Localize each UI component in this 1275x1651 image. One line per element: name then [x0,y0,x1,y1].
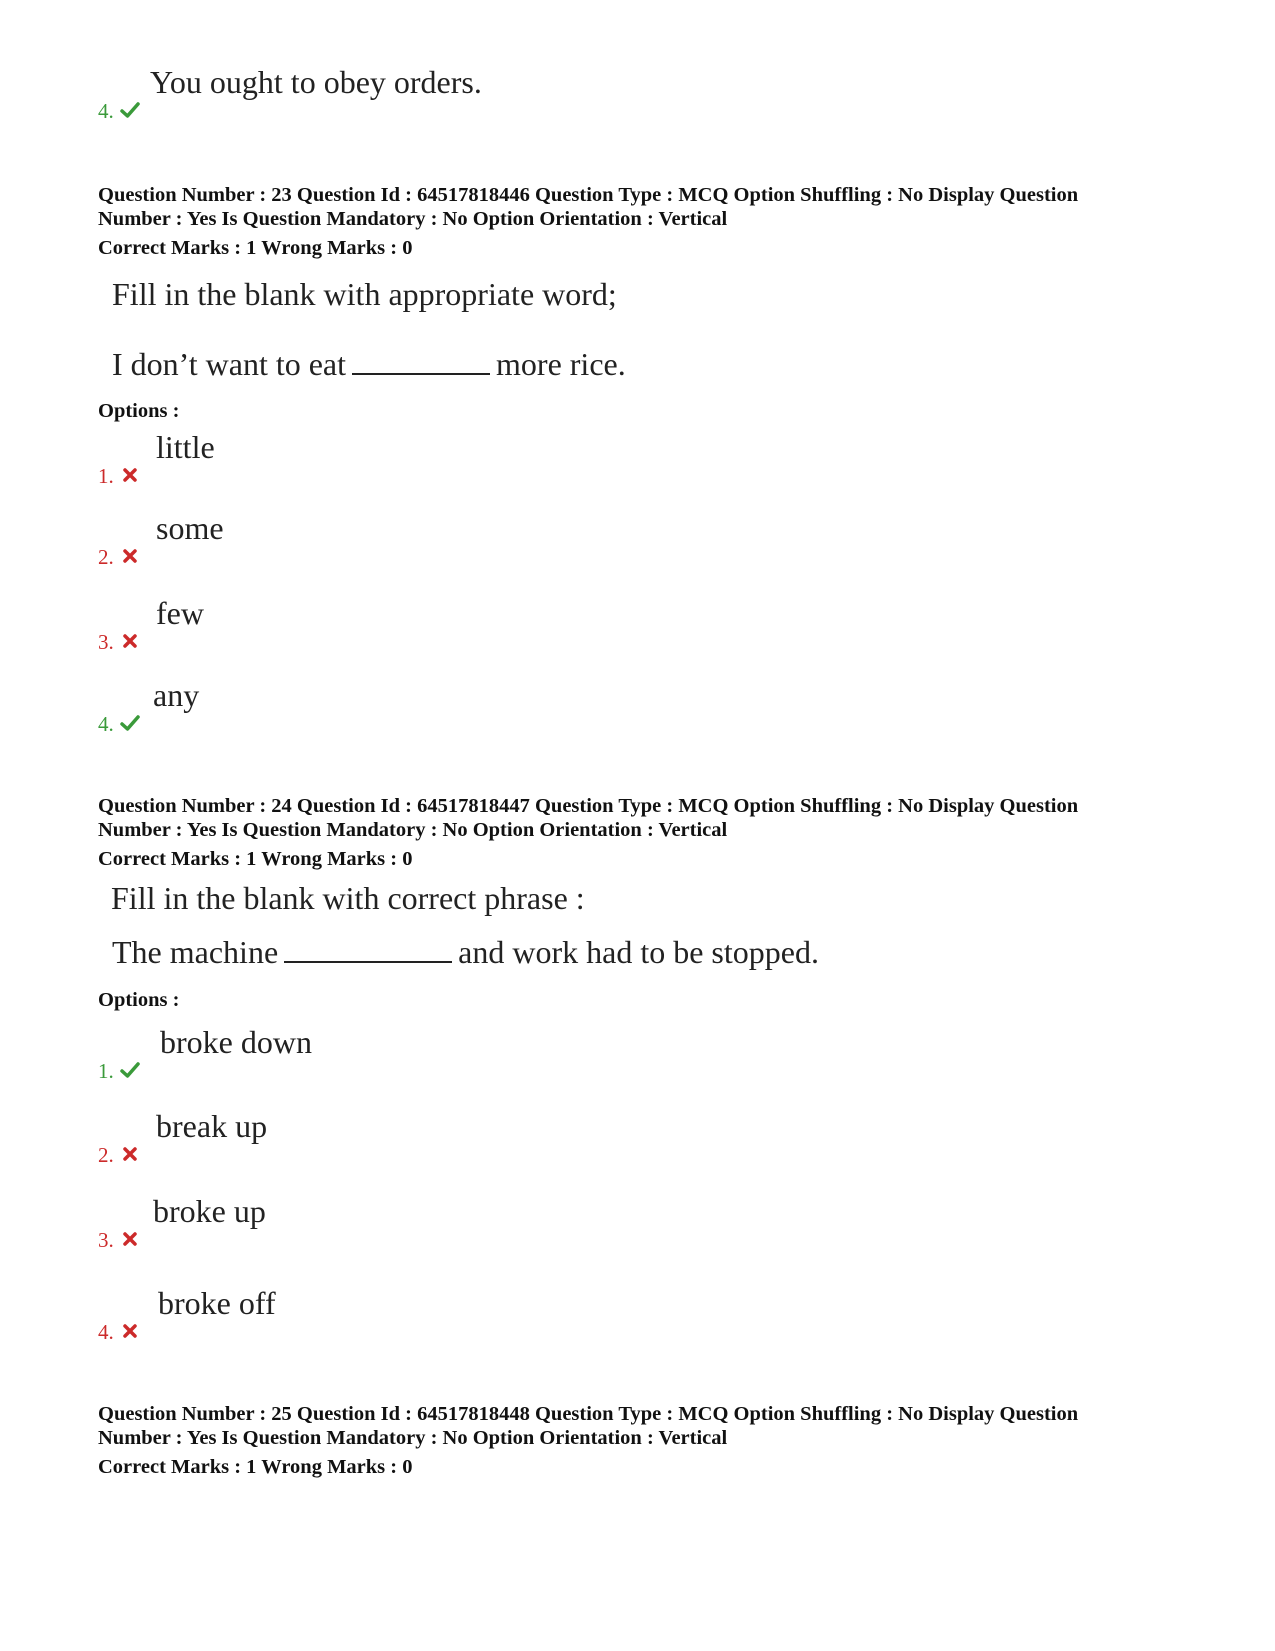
sentence-before: I don’t want to eat [112,346,347,382]
question-23-option-1 [98,427,798,487]
question-24-option-4 [98,1283,798,1343]
question-24-options-label: Options : [98,989,180,1011]
option-text: some [156,510,224,546]
check-icon [120,713,140,733]
option-text: broke up [153,1193,266,1229]
option-text: broke down [160,1024,312,1060]
option-number: 1. [98,464,114,488]
cross-icon [120,631,140,651]
blank-line [284,931,452,963]
blank-line [352,343,490,375]
option-number: 3. [98,1228,114,1252]
sentence-after: more rice. [496,346,626,382]
question-24-sentence [112,931,819,972]
option-text: any [153,677,200,713]
option-text: You ought to obey orders. [150,64,482,100]
question-23-option-2 [98,508,798,568]
question-23-marks: Correct Marks : 1 Wrong Marks : 0 [98,237,413,259]
question-23-prompt: Fill in the blank with appropriate word; [112,276,617,312]
question-24-marks: Correct Marks : 1 Wrong Marks : 0 [98,848,413,870]
question-25-meta-line-1: Question Number : 25 Question Id : 64517818448 Question Type : MCQ Option Shuffling : No Display Question [98,1403,1079,1425]
question-24-option-3 [98,1191,798,1251]
question-25-marks: Correct Marks : 1 Wrong Marks : 0 [98,1456,413,1478]
option-text: little [156,429,215,465]
cross-icon [120,1144,140,1164]
question-23-meta-line-2: Number : Yes Is Question Mandatory : No Option Orientation : Vertical [98,208,728,230]
question-23-options-label: Options : [98,400,180,422]
question-23-option-4 [98,675,798,735]
question-24-meta-line-2: Number : Yes Is Question Mandatory : No Option Orientation : Vertical [98,819,728,841]
question-24-prompt: Fill in the blank with correct phrase : [111,880,585,916]
question-23-option-3 [98,593,798,653]
sentence-before: The machine [112,934,279,970]
option-number: 2. [98,1143,114,1167]
option-number: 2. [98,545,114,569]
option-number: 4. [98,99,114,123]
option-number: 4. [98,712,114,736]
question-24-meta-line-1: Question Number : 24 Question Id : 64517818447 Question Type : MCQ Option Shuffling : No Display Question [98,795,1079,817]
sentence-after: and work had to be stopped. [458,934,819,970]
question-23-meta-line-1: Question Number : 23 Question Id : 64517818446 Question Type : MCQ Option Shuffling : No Display Question [98,184,1079,206]
option-text: broke off [158,1285,276,1321]
question-23-sentence [112,343,626,384]
option-number: 3. [98,630,114,654]
cross-icon [120,1229,140,1249]
option-number: 1. [98,1059,114,1083]
previous-option-4 [98,62,798,122]
option-text: break up [156,1108,268,1144]
question-25-meta-line-2: Number : Yes Is Question Mandatory : No Option Orientation : Vertical [98,1427,728,1449]
cross-icon [120,1321,140,1341]
check-icon [120,100,140,120]
question-24-option-1 [98,1022,798,1082]
question-24-option-2 [98,1106,798,1166]
option-number: 4. [98,1320,114,1344]
cross-icon [120,546,140,566]
option-text: few [156,595,204,631]
check-icon [120,1060,140,1080]
cross-icon [120,465,140,485]
